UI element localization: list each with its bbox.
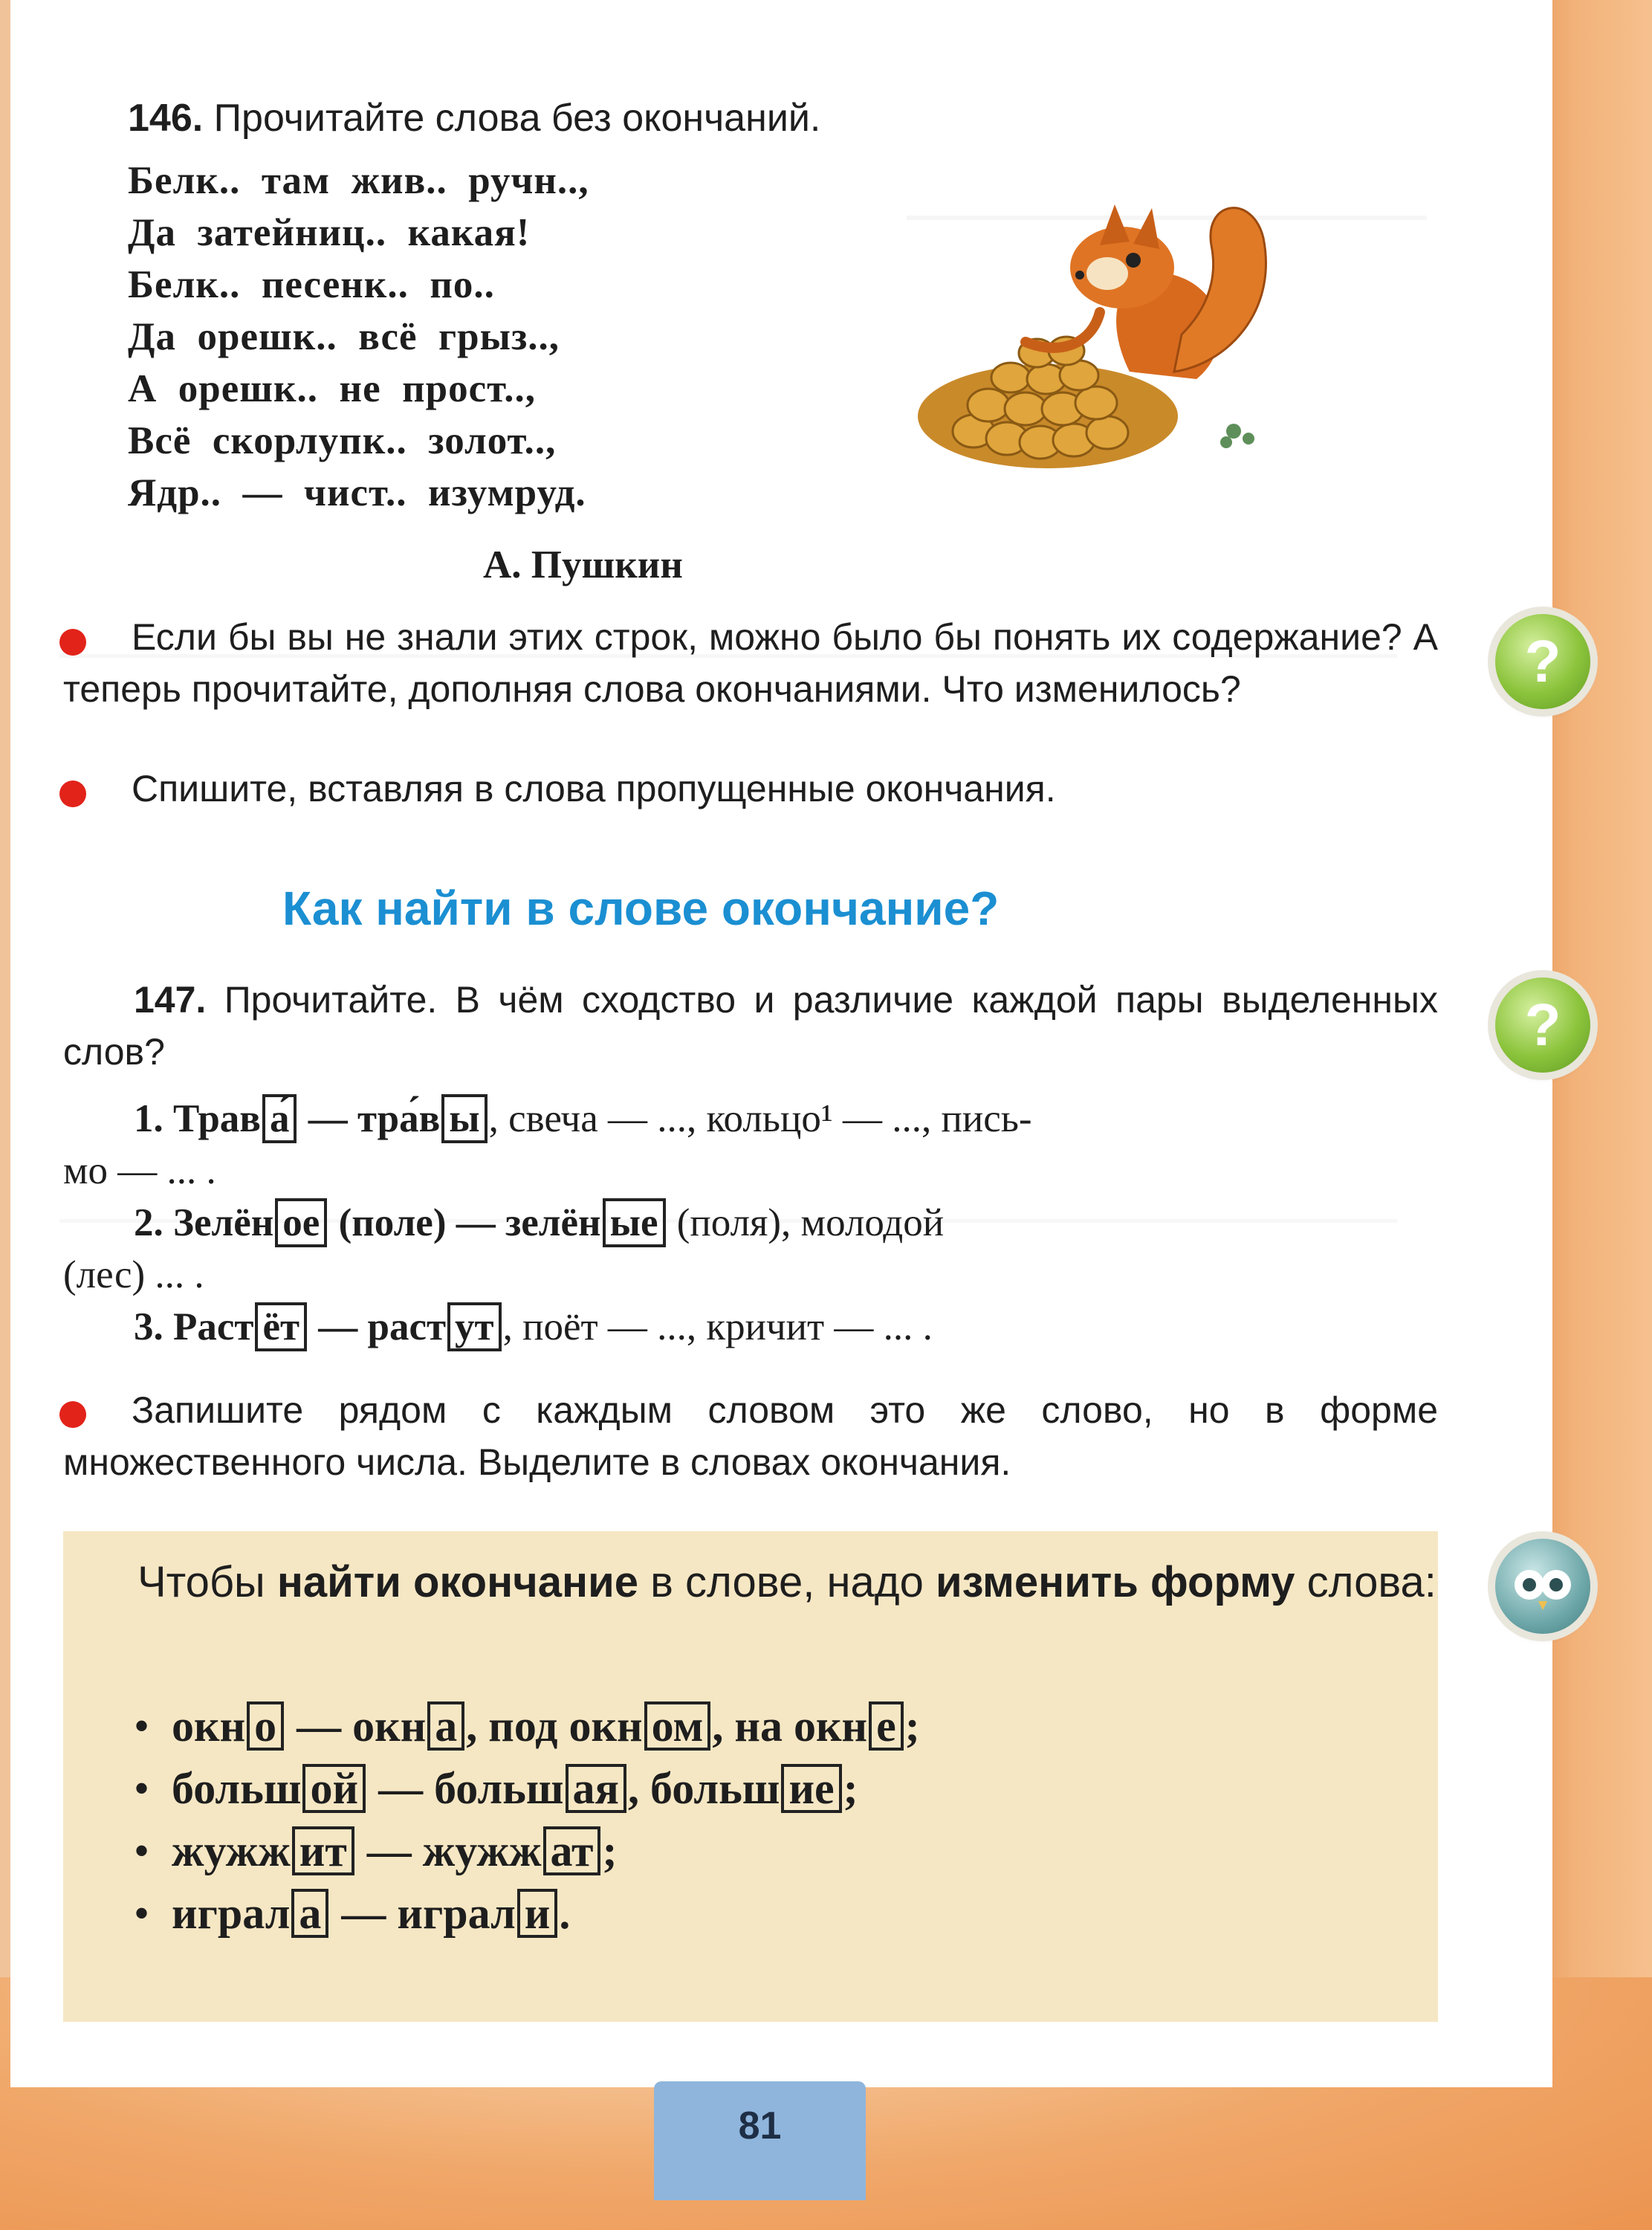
- poem-line: Всё скорлупк.. золот..,: [128, 419, 557, 462]
- ending-box: а: [291, 1889, 328, 1938]
- ending-box: о: [247, 1701, 284, 1751]
- exercise-146-heading: [128, 92, 820, 144]
- rule-text: в слове, надо: [638, 1558, 936, 1606]
- punctuation: .: [559, 1889, 571, 1938]
- word-stem: , на окн: [712, 1701, 868, 1751]
- pair-text: (поля), молодой: [667, 1201, 945, 1244]
- ending-box: а́: [262, 1094, 297, 1143]
- word-stem: жужж: [172, 1826, 291, 1875]
- rule-examples: [134, 1695, 920, 1945]
- poem-line: Да затейниц.. какая!: [128, 211, 531, 254]
- poem-line: А орешк.. не прост..,: [128, 367, 536, 410]
- ending-box: а: [427, 1701, 464, 1751]
- page-number: 81: [654, 2081, 866, 2200]
- ending-box: ит: [292, 1826, 354, 1875]
- word-stem: — жужж: [355, 1826, 542, 1875]
- ending-box: ат: [543, 1826, 601, 1875]
- owl-icon-graphic: [1495, 1539, 1590, 1634]
- ending-box: ёт: [255, 1302, 307, 1351]
- exercise-146-task: Спишите, вставляя в слова пропущенные окончания.: [132, 768, 1056, 809]
- question-icon: ?: [1495, 614, 1590, 709]
- exercise-147-task: Запишите рядом с каждым словом это же слово, но в форме множественного числа. Выделите в словах окончания.: [63, 1389, 1438, 1483]
- pair-row: [63, 1145, 1438, 1197]
- exercise-number: 147.: [134, 979, 207, 1021]
- pair-text: 2. Зелён: [134, 1201, 274, 1244]
- poem-line: Да орешк.. всё грыз..,: [128, 315, 560, 358]
- section-title: Как найти в слове окончание?: [282, 882, 1000, 935]
- rule-example: • играл а — играл и .: [134, 1889, 571, 1938]
- rule-example: • больш ой — больш ая , больш ие ;: [134, 1764, 858, 1813]
- rule-keyword: изменить форму: [935, 1558, 1295, 1606]
- ending-box: е: [869, 1701, 904, 1751]
- pair-row: [63, 1093, 1438, 1145]
- ending-box: ут: [447, 1302, 502, 1351]
- poem-author: А. Пушкин: [483, 543, 683, 586]
- word-stem: больш: [172, 1764, 302, 1813]
- pair-row: [63, 1301, 1438, 1353]
- punctuation: ;: [602, 1826, 618, 1875]
- ending-box: ы: [441, 1094, 487, 1143]
- pair-text: 1. Трав: [134, 1097, 261, 1140]
- word-stem: — окн: [285, 1701, 427, 1751]
- owl-icon: [1495, 1539, 1590, 1634]
- word-stem: окн: [172, 1701, 246, 1751]
- punctuation: ;: [904, 1701, 920, 1751]
- poem: [128, 155, 589, 519]
- exercise-147-heading: [63, 974, 1438, 1078]
- word-stem: — играл: [330, 1889, 516, 1938]
- rule-text: слова:: [1295, 1558, 1436, 1606]
- pair-text: (поле) — зелён: [328, 1201, 601, 1244]
- pair-text: (лес) ... .: [63, 1253, 204, 1296]
- pair-text: мо — ... .: [63, 1149, 216, 1192]
- poem-line: Белк.. песенк.. по..: [128, 263, 495, 306]
- word-stem: играл: [172, 1889, 291, 1938]
- word-stem: , больш: [628, 1764, 780, 1813]
- pair-text: — тра́в: [298, 1097, 441, 1140]
- exercise-number: 146.: [128, 97, 204, 140]
- punctuation: ;: [843, 1764, 858, 1813]
- rule-example: • жужж ит — жужж ат ;: [134, 1826, 618, 1875]
- pair-text: 3. Раст: [134, 1305, 254, 1348]
- poem-line: Белк.. там жив.. ручн..,: [128, 159, 589, 202]
- exercise-146-question: Если бы вы не знали этих строк, можно было бы понять их содержание? А теперь прочитайте, дополняя слова окончаниями. Что изменилось?: [63, 616, 1438, 710]
- question-icon: ?: [1495, 977, 1590, 1073]
- rule-text: Чтобы: [137, 1558, 277, 1606]
- ending-box: ие: [781, 1764, 841, 1813]
- pair-text: , поёт — ..., кричит — ... .: [502, 1305, 933, 1348]
- word-pairs: [63, 1093, 1438, 1353]
- rule-example: • окн о — окн а , под окн ом , на окн е ;: [134, 1701, 920, 1751]
- ending-box: и: [517, 1889, 558, 1938]
- poem-line: Ядр.. — чист.. изумруд.: [128, 471, 586, 514]
- squirrel-illustration: [877, 186, 1293, 483]
- pair-row: [63, 1249, 1438, 1301]
- ending-box: ой: [302, 1764, 366, 1813]
- rule-intro: [137, 1554, 1445, 1612]
- word-stem: , под окн: [466, 1701, 643, 1751]
- ending-box: ая: [566, 1764, 626, 1813]
- exercise-title: Прочитайте слова без окончаний.: [213, 97, 821, 140]
- exercise-title: Прочитайте. В чём сходство и различие каждой пары выделенных слов?: [63, 979, 1438, 1073]
- word-stem: — больш: [367, 1764, 564, 1813]
- pair-text: — раст: [308, 1305, 447, 1348]
- pair-row: [63, 1197, 1438, 1249]
- ending-box: ом: [644, 1701, 711, 1751]
- rule-keyword: найти окончание: [276, 1558, 639, 1606]
- ending-box: ое: [275, 1198, 327, 1247]
- pair-text: , свеча — ..., кольцо¹ — ..., пись-: [488, 1097, 1032, 1140]
- ending-box: ые: [603, 1198, 666, 1247]
